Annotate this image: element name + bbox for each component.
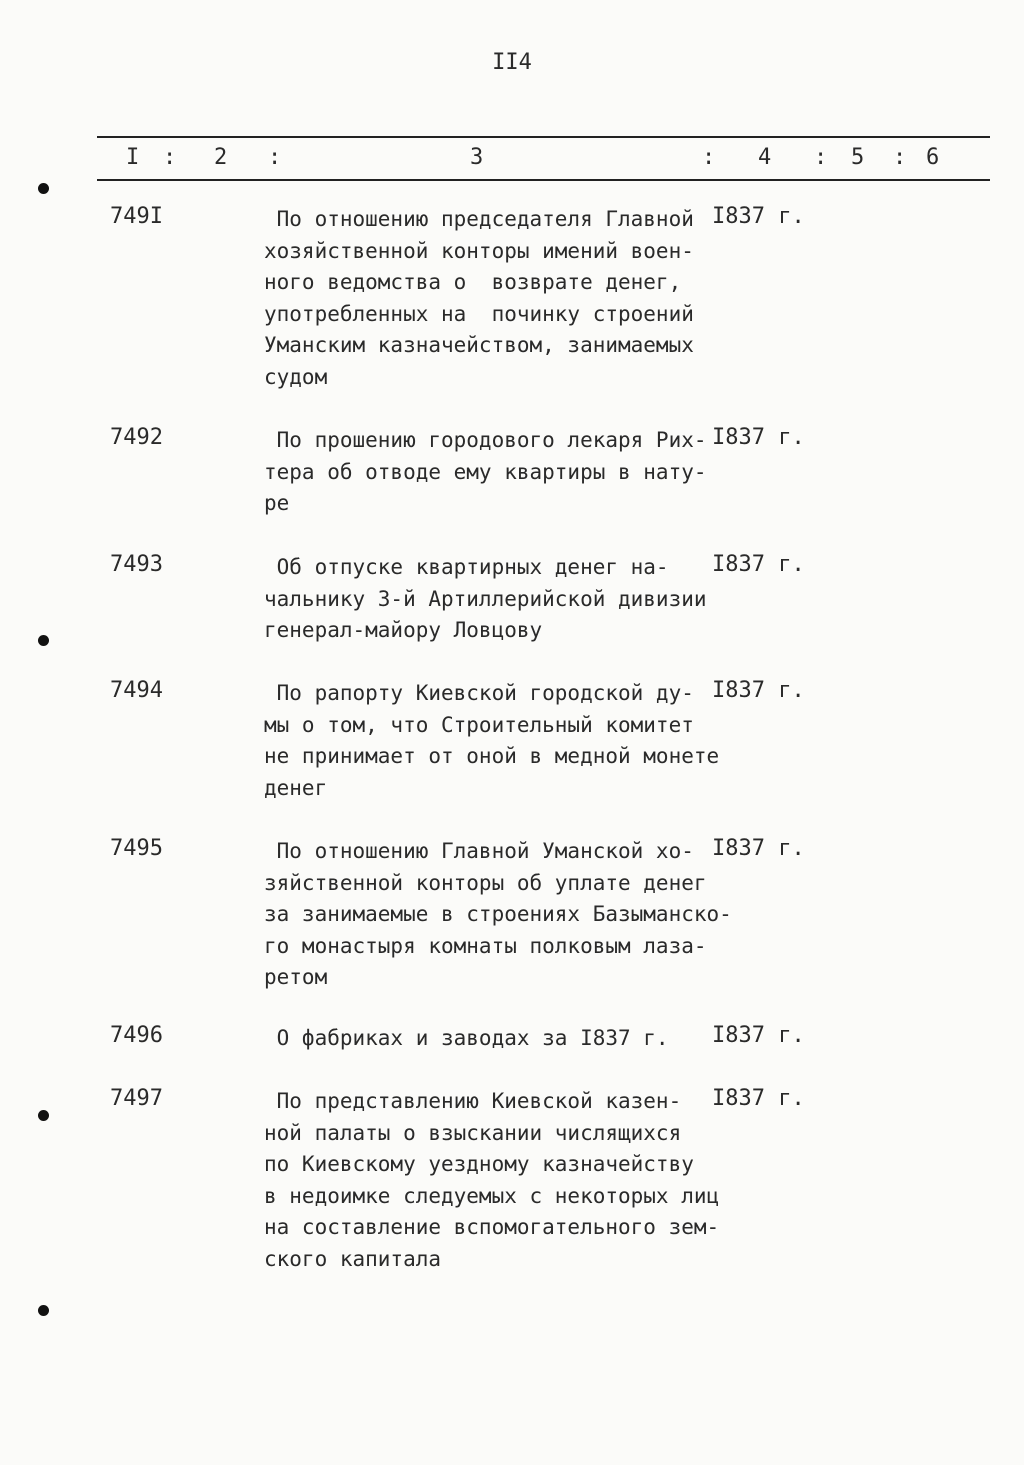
entry-year: I837 г. [712, 836, 805, 861]
entry-year: I837 г. [712, 678, 805, 703]
column-header: 2 [214, 145, 228, 170]
punch-hole [38, 635, 49, 646]
entry-number: 7493 [110, 552, 163, 577]
entry-description: По отношению Главной Уманской хо- зяйственной конторы об уплате денег за занимаемые в строениях Базыманско- го монастыря комнаты полковым лаза- ретом [264, 839, 732, 989]
entry-number: 7497 [110, 1086, 163, 1111]
column-header: 5 [851, 145, 865, 170]
entry-description: О фабриках и заводах за I837 г. [264, 1026, 669, 1050]
entry-year: I837 г. [712, 1023, 805, 1048]
column-header: 6 [926, 145, 940, 170]
entry-number: 749I [110, 204, 163, 229]
table-header-bottom-rule [97, 179, 990, 181]
entry-year: I837 г. [712, 425, 805, 450]
entry-year: I837 г. [712, 1086, 805, 1111]
entry-year: I837 г. [712, 552, 805, 577]
column-header: 3 [470, 145, 484, 170]
punch-hole [38, 183, 49, 194]
page-number: II4 [492, 50, 532, 75]
entry-description: По прошению городового лекаря Рих- тера об отводе ему квартиры в нату- ре [264, 428, 707, 515]
table-header-top-rule [97, 136, 990, 138]
entry-description: По представлению Киевской казен- ной палаты о взыскании числящихся по Киевскому уездному казначейству в недоимке следуемых с некоторых лиц на составление вспомогательного зем- ского капитала [264, 1089, 720, 1271]
column-separator: : [893, 145, 907, 170]
entry-description: Об отпуске квартирных денег на- чальнику 3-й Артиллерийской дивизии генерал-майору Ловцову [264, 555, 707, 642]
column-separator: : [163, 145, 177, 170]
entry-description: По рапорту Киевской городской ду- мы о том, что Строительный комитет не принимает от оной в медной монете денег [264, 681, 720, 800]
entry-number: 7492 [110, 425, 163, 450]
entry-number: 7496 [110, 1023, 163, 1048]
column-separator: : [814, 145, 828, 170]
entry-number: 7495 [110, 836, 163, 861]
punch-hole [38, 1305, 49, 1316]
column-separator: : [702, 145, 716, 170]
entry-description: По отношению председателя Главной хозяйственной конторы имений воен- ного ведомства о возврате денег, употребленных на починку строений Уманским казначейством, занимаемых судом [264, 207, 694, 389]
entry-year: I837 г. [712, 204, 805, 229]
column-header: 4 [758, 145, 772, 170]
column-header: I [126, 145, 140, 170]
punch-hole [38, 1110, 49, 1121]
entry-number: 7494 [110, 678, 163, 703]
column-separator: : [268, 145, 282, 170]
